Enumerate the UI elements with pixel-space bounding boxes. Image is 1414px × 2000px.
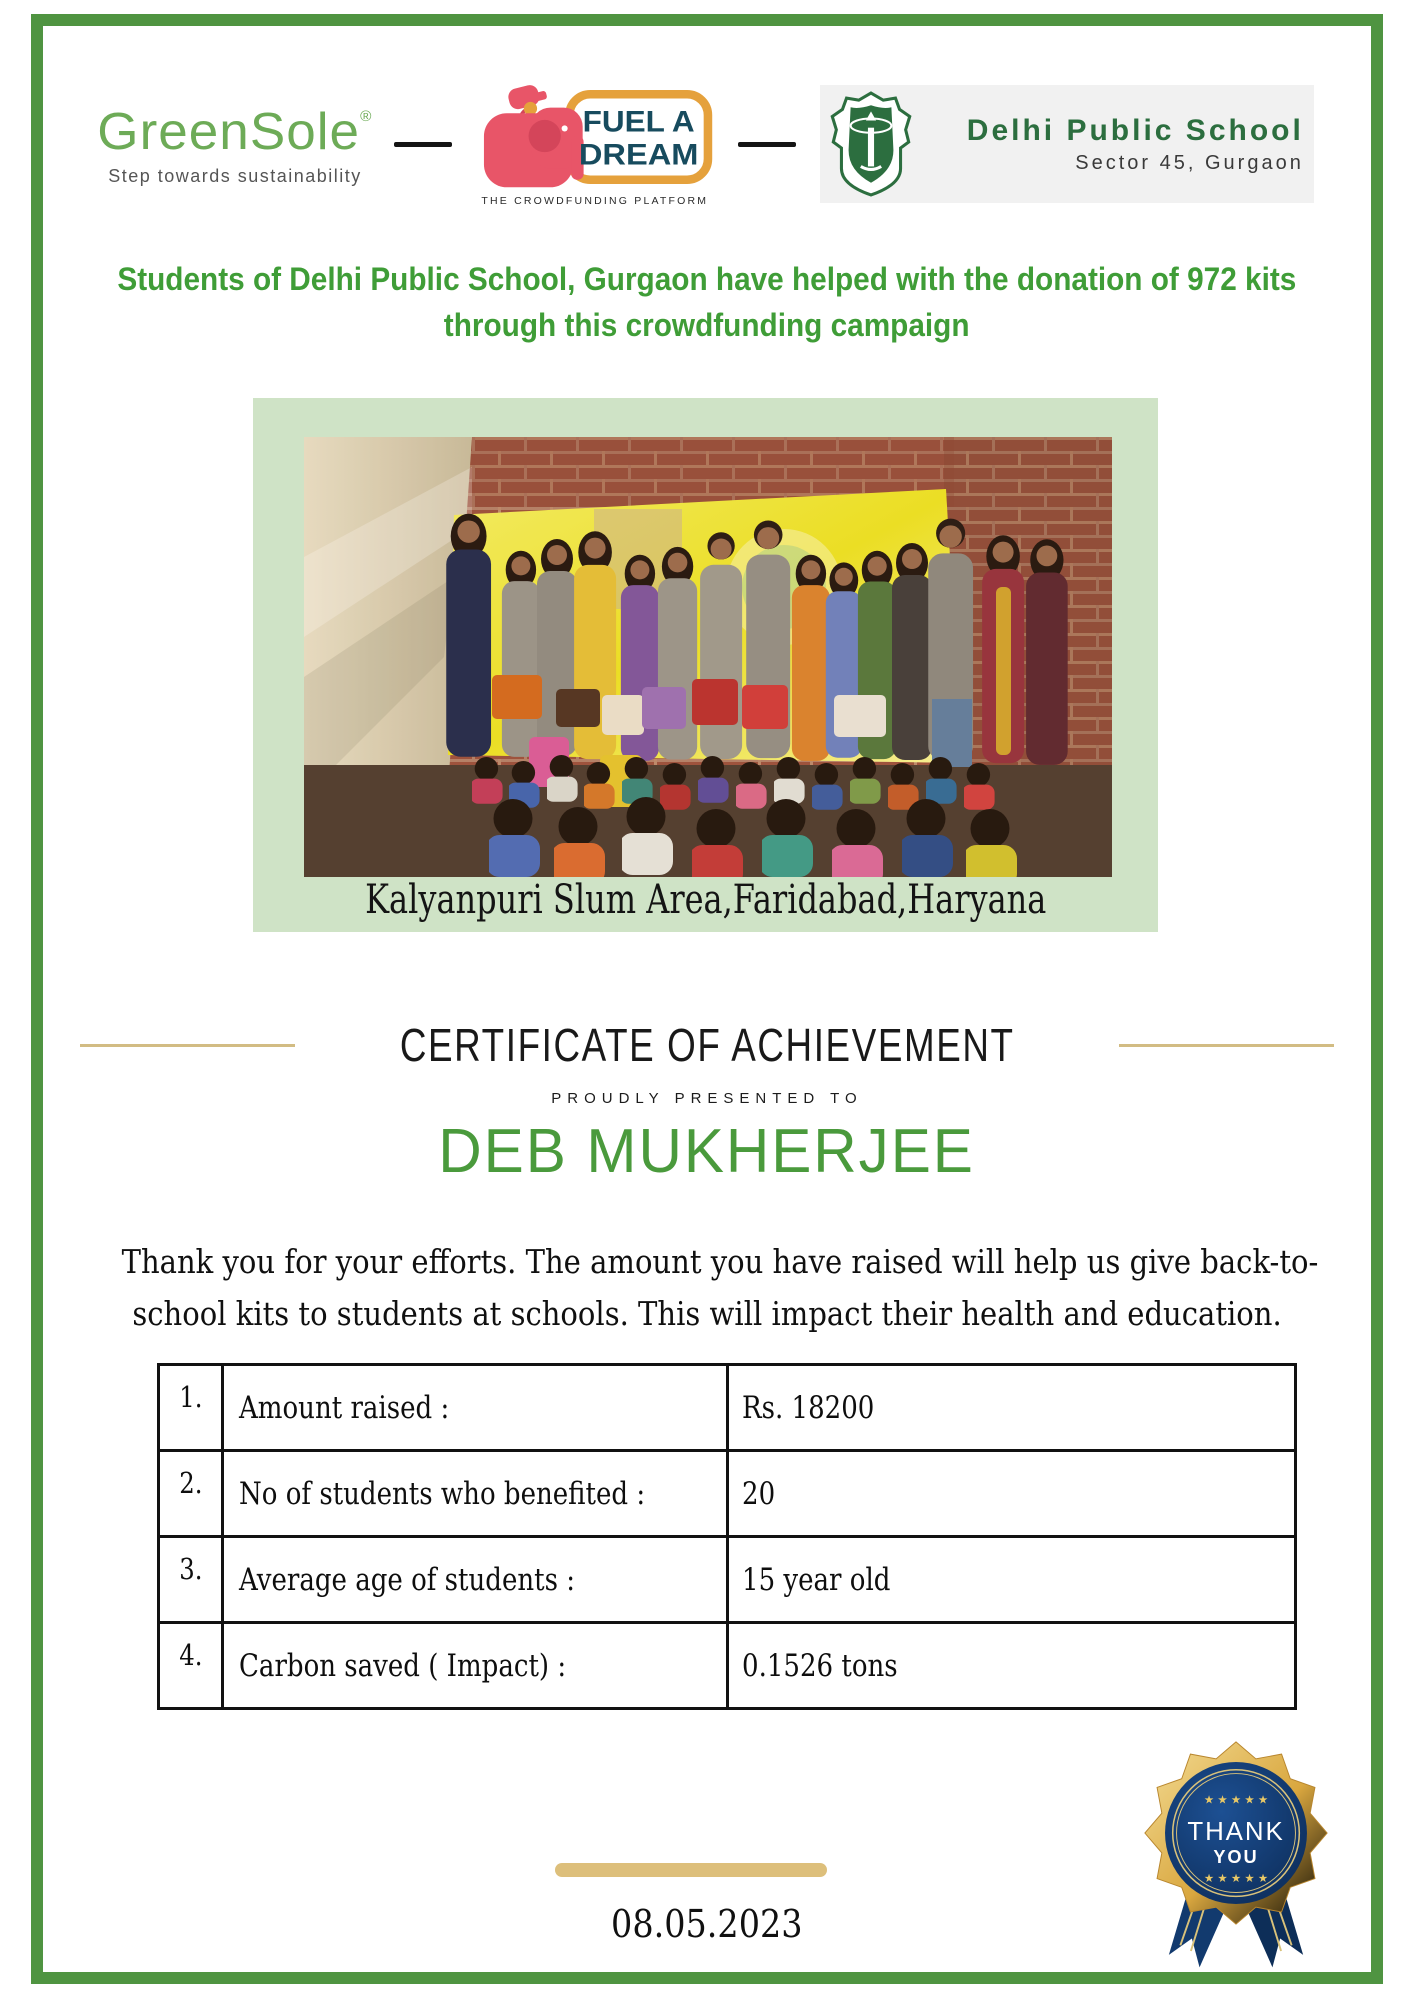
badge-you: YOU [1213, 1846, 1259, 1867]
row-label: Carbon saved ( Impact) : [223, 1623, 728, 1709]
group-photo [304, 437, 1112, 877]
logo-separator-dash [394, 142, 452, 147]
row-number: 1. [159, 1365, 223, 1451]
certificate-title-row [0, 1018, 1414, 1072]
greensole-tagline: Step towards sustainability [108, 165, 362, 186]
greensole-logo [97, 102, 373, 187]
row-value: 20 [728, 1451, 1296, 1537]
recipient-name: DEB MUKHERJEE [438, 1117, 976, 1186]
row-value: 0.1526 tons [728, 1623, 1296, 1709]
certificate-title: CERTIFICATE OF ACHIEVEMENT [399, 1019, 1015, 1071]
table-row [159, 1537, 1296, 1623]
row-number: 3. [159, 1537, 223, 1623]
logo-separator-dash [738, 142, 796, 147]
header-logos [60, 78, 1354, 210]
fad-word-line1: FUEL A [582, 105, 695, 139]
message-line1: Thank you for your efforts. The amount you have raised will help us give back-to- [121, 1242, 1319, 1281]
dps-text [926, 114, 1304, 175]
row-label: Amount raised : [223, 1365, 728, 1451]
table-row [159, 1365, 1296, 1451]
title-right-rule [1119, 1044, 1334, 1047]
badge-thank: THANK [1187, 1817, 1285, 1846]
fuel-a-dream-elephant-icon [476, 81, 714, 193]
date-rule [555, 1863, 827, 1877]
headline-line1: Students of Delhi Public School, Gurgaon have helped with the donation of 972 kits [117, 261, 1297, 297]
dps-subtitle: Sector 45, Gurgaon [1075, 151, 1304, 174]
row-value: 15 year old [728, 1537, 1296, 1623]
dps-name: Delhi Public School [966, 113, 1304, 147]
badge-stars-bottom: ★ ★ ★ ★ ★ [1203, 1872, 1269, 1885]
thank-you-message [40, 1236, 1374, 1340]
greensole-wordmark: GreenSole® [97, 102, 373, 161]
campaign-headline [40, 256, 1374, 348]
message-line2: school kits to students at schools. This will impact their health and education. [132, 1294, 1282, 1333]
fuel-a-dream-logo [476, 81, 714, 207]
registered-mark: ® [360, 107, 373, 125]
fuel-a-dream-tagline: THE CROWDFUNDING PLATFORM [481, 195, 709, 207]
title-left-rule [80, 1044, 295, 1047]
dps-logo-block [820, 85, 1314, 203]
row-label: No of students who benefited : [223, 1451, 728, 1537]
photo-caption: Kalyanpuri Slum Area,Faridabad,Haryana [364, 877, 1047, 923]
badge-stars-top: ★ ★ ★ ★ ★ [1203, 1794, 1269, 1807]
fad-word-line2: DREAM [578, 138, 699, 172]
dps-shield-icon [830, 91, 912, 197]
date: 08.05.2023 [611, 1902, 803, 1946]
row-value: Rs. 18200 [728, 1365, 1296, 1451]
impact-table [157, 1363, 1297, 1710]
table-row [159, 1451, 1296, 1537]
row-number: 4. [159, 1623, 223, 1709]
presented-label: PROUDLY PRESENTED TO [551, 1090, 863, 1107]
headline-line2: through this crowdfunding campaign [444, 307, 970, 343]
photo-panel [253, 398, 1158, 932]
row-number: 2. [159, 1451, 223, 1537]
table-row [159, 1623, 1296, 1709]
row-label: Average age of students : [223, 1537, 728, 1623]
